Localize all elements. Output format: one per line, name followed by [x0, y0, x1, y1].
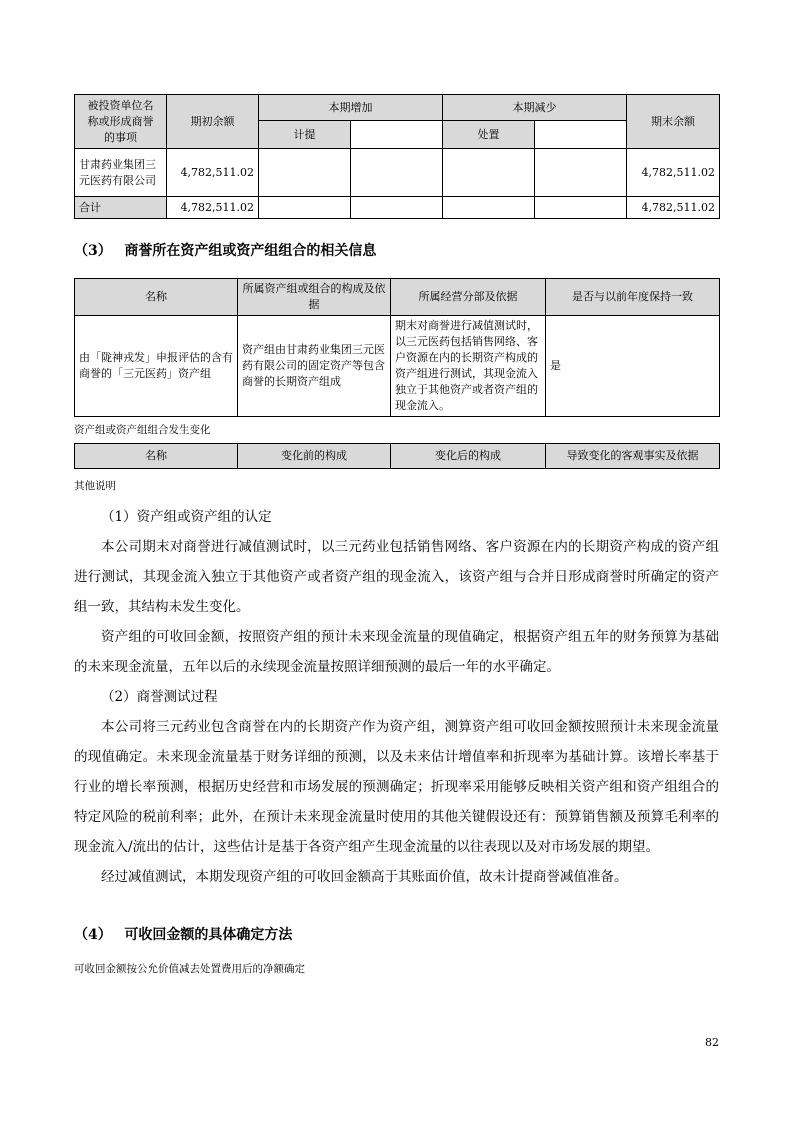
entity-name-cell: 甘肃药业集团三元医药有限公司: [75, 149, 167, 197]
column-header-composition: 所属资产组或组合的构成及依据: [238, 279, 391, 316]
paragraph-recoverable-amount: 资产组的可收回金额，按照资产组的预计未来现金流量的现值确定，根据资产组五年的财务预算为基础的未来现金流量，五年以后的永续现金流量按照详细预测的最后一年的水平确定。: [74, 629, 719, 675]
total-disposal-cell: [443, 197, 535, 219]
total-provision-cell: [259, 197, 351, 219]
column-header-name: 名称: [75, 279, 238, 316]
table-row-asset-group: [75, 316, 720, 417]
increase-other-cell: [351, 149, 443, 197]
asset-group-info-table: [74, 278, 720, 417]
table-header-row: [75, 279, 720, 316]
column-subheader-increase-other: [351, 121, 443, 149]
disposal-cell: [443, 149, 535, 197]
table-row-entity: [75, 149, 720, 197]
asset-group-segment-cell: 期末对商誉进行减值测试时，以三元医药包括销售网络、客户资源在内的长期资产构成的资产组进行测试，其现金流入独立于其他资产或者资产组的现金流入。: [391, 316, 546, 417]
total-closing-cell: 4,782,511.02: [627, 197, 720, 219]
column-header-change-reason: 导致变化的客观事实及依据: [546, 444, 720, 469]
column-header-current-decrease: 本期减少: [443, 95, 627, 121]
section-4-heading: [74, 924, 719, 944]
column-header-opening-balance: 期初余额: [167, 95, 259, 149]
column-header-current-increase: 本期增加: [259, 95, 443, 121]
recoverable-amount-note: 可收回金额按公允价值减去处置费用后的净额确定: [74, 963, 305, 975]
section-3-heading: [74, 240, 719, 260]
total-opening-cell: 4,782,511.02: [167, 197, 259, 219]
section-3-number: （3）: [74, 243, 112, 259]
paragraph-goodwill-test-process: 本公司将三元药业包含商誉在内的长期资产作为资产组，测算资产组可收回金额按照预计未来现金流量的现值确定。未来现金流量基于财务详细的预测，以及未来估计增值率和折现率为基础计算。该增长率基于行业的增长率预测，根据历史经营和市场发展的预测确定；折现率采用能够反映相关资产组和资产组组合的特定风险的税前利率；此外，在预计未来现金流量时使用的其他关键假设还有：预算销售额及预算毛利率的现金流入/流出的估计，这些估计是基于各资产组产生现金流量的以往表现以及对市场发展的期望。: [74, 719, 719, 855]
decrease-other-cell: [535, 149, 627, 197]
table-header-row: [75, 444, 720, 469]
asset-group-name-cell: 由「陇神戎发」申报评估的含有商誉的「三元医药」资产组: [75, 316, 238, 417]
subsection-1-title: （1）资产组或资产组的认定: [101, 509, 272, 525]
subsection-2-title: （2）商誉测试过程: [101, 689, 218, 705]
column-header-name: 名称: [75, 444, 238, 469]
asset-group-consistency-cell: 是: [546, 316, 720, 417]
column-header-consistency: 是否与以前年度保持一致: [546, 279, 720, 316]
provision-cell: [259, 149, 351, 197]
section-3-title: 商誉所在资产组或资产组组合的相关信息: [124, 243, 377, 259]
column-subheader-decrease-other: [535, 121, 627, 149]
total-decrease-other-cell: [535, 197, 627, 219]
paragraph-impairment-conclusion: 经过减值测试，本期发现资产组的可收回金额高于其账面价值，故未计提商誉减值准备。: [101, 869, 628, 885]
column-header-after-change: 变化后的构成: [391, 444, 546, 469]
column-subheader-provision: 计提: [259, 121, 351, 149]
total-increase-other-cell: [351, 197, 443, 219]
column-header-before-change: 变化前的构成: [238, 444, 391, 469]
closing-balance-cell: 4,782,511.02: [627, 149, 720, 197]
opening-balance-cell: 4,782,511.02: [167, 149, 259, 197]
other-notes-label: 其他说明: [74, 480, 116, 492]
asset-group-change-table: [74, 443, 720, 469]
asset-group-composition-cell: 资产组由甘肃药业集团三元医药有限公司的固定资产等包含商誉的长期资产组成: [238, 316, 391, 417]
paragraph-asset-group-identification: 本公司期末对商誉进行减值测试时，以三元药业包括销售网络、客户资源在内的长期资产构成的资产组进行测试，其现金流入独立于其他资产或者资产组的现金流入，该资产组与合并日形成商誉时所确定的资产组一致，其结构未发生变化。: [74, 539, 719, 615]
table-row-total: [75, 197, 720, 219]
page-number: 82: [705, 1036, 719, 1049]
asset-group-change-caption: 资产组或资产组组合发生变化: [74, 424, 211, 436]
goodwill-movement-table: [74, 94, 720, 219]
column-header-segment: 所属经营分部及依据: [391, 279, 546, 316]
table-header-row: [75, 95, 720, 121]
column-header-closing-balance: 期末余额: [627, 95, 720, 149]
column-header-entity: 被投资单位名称或形成商誉的事项: [75, 95, 167, 149]
section-4-number: （4）: [74, 927, 112, 943]
section-4-title: 可收回金额的具体确定方法: [124, 927, 293, 943]
column-subheader-disposal: 处置: [443, 121, 535, 149]
total-label-cell: 合计: [75, 197, 167, 219]
notes-body: [74, 502, 719, 892]
